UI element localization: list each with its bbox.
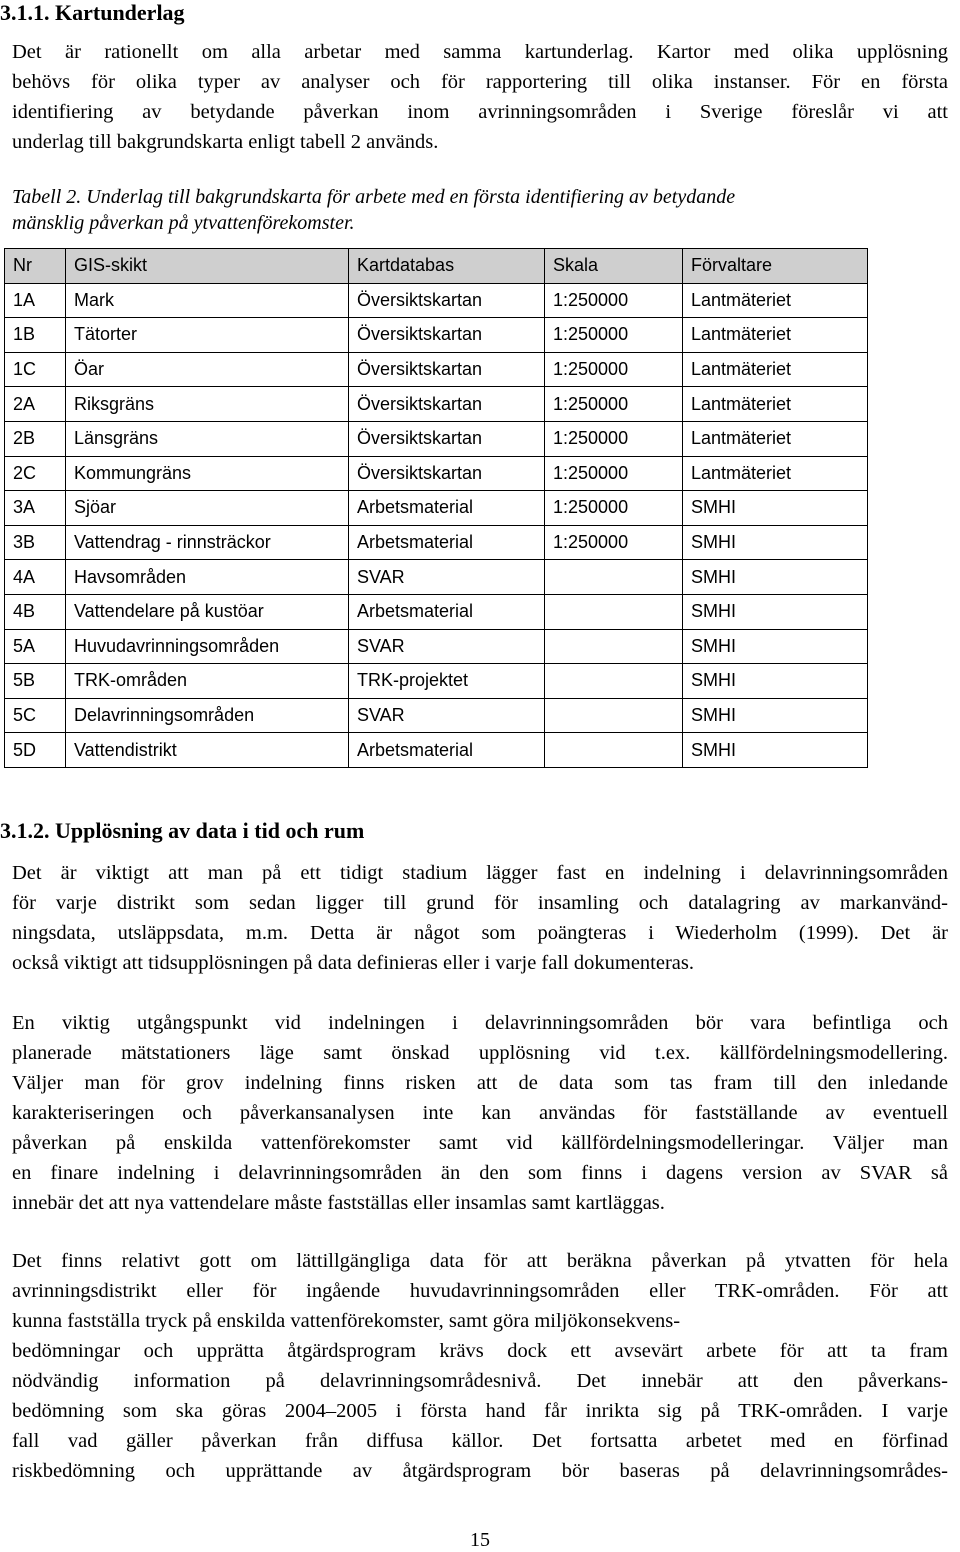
cell-gis-skikt: Kommungräns [66, 456, 349, 491]
text-line: ningsdata, utsläppsdata, m.m. Detta är något som poängteras i Wiederholm (1999). Det är [12, 922, 948, 944]
cell-forvaltare: Lantmäteriet [683, 283, 868, 318]
table-row [5, 525, 868, 560]
cell-skala: 1:250000 [545, 491, 683, 526]
cell-skala: 1:250000 [545, 421, 683, 456]
section-heading-upplosning: 3.1.2. Upplösning av data i tid och rum [0, 818, 365, 843]
table-row [5, 283, 868, 318]
text-line: planerade mätstationers läge samt önskad upplösning vid t.ex. källfördelningsmodellering. [12, 1042, 948, 1064]
text-line: Det finns relativt gott om lättillgängliga data för att beräkna påverkan på ytvatten för hela [12, 1250, 948, 1272]
text-line: Det är rationellt om alla arbetar med samma kartunderlag. Kartor med olika upplösning [12, 41, 948, 63]
text-line: karakteriseringen och påverkansanalysen inte kan användas för fastställande av eventuell [12, 1102, 948, 1124]
text-line: bedömning som ska göras 2004–2005 i första hand får inrikta sig på TRK-områden. I varje [12, 1400, 948, 1422]
text-line: behövs för olika typer av analyser och för rapportering till olika instanser. För en första [12, 71, 948, 93]
caption-line: Tabell 2. Underlag till bakgrundskarta för arbete med en första identifiering av betydande [12, 186, 736, 208]
caption-line: mänsklig påverkan på ytvattenförekomster. [12, 212, 355, 234]
column-header-forvaltare: Förvaltare [683, 249, 868, 284]
cell-skala: 1:250000 [545, 525, 683, 560]
data-table [4, 248, 868, 768]
cell-forvaltare: SMHI [683, 629, 868, 664]
cell-gis-skikt: Tätorter [66, 318, 349, 353]
column-header-kartdatabas: Kartdatabas [349, 249, 545, 284]
table-row [5, 733, 868, 768]
text-line: Väljer man för grov indelning finns risken att de data som tas fram till den inledande [12, 1072, 948, 1094]
cell-nr: 4A [5, 560, 66, 595]
cell-skala: 1:250000 [545, 283, 683, 318]
paragraph-upplosning-2 [12, 1008, 948, 1218]
cell-nr: 5D [5, 733, 66, 768]
cell-nr: 4B [5, 594, 66, 629]
column-header-gis-skikt: GIS-skikt [66, 249, 349, 284]
cell-gis-skikt: TRK-områden [66, 664, 349, 699]
cell-forvaltare: SMHI [683, 560, 868, 595]
table-row [5, 594, 868, 629]
paragraph-upplosning-3 [12, 1246, 948, 1486]
cell-skala [545, 664, 683, 699]
text-line: Det är viktigt att man på ett tidigt stadium lägger fast en indelning i delavrinningsområden [12, 862, 948, 884]
cell-skala: 1:250000 [545, 387, 683, 422]
cell-kartdatabas: Arbetsmaterial [349, 525, 545, 560]
text-line: avrinningsdistrikt eller för ingående huvudavrinningsområden eller TRK-områden. För att [12, 1280, 948, 1302]
cell-kartdatabas: Arbetsmaterial [349, 491, 545, 526]
cell-gis-skikt: Länsgräns [66, 421, 349, 456]
cell-kartdatabas: Översiktskartan [349, 387, 545, 422]
cell-forvaltare: Lantmäteriet [683, 352, 868, 387]
text-line: bedömningar och upprätta åtgärdsprogram krävs dock ett avsevärt arbete för att ta fram [12, 1340, 948, 1362]
table-row [5, 387, 868, 422]
cell-forvaltare: SMHI [683, 491, 868, 526]
cell-kartdatabas: Översiktskartan [349, 456, 545, 491]
column-header-skala: Skala [545, 249, 683, 284]
cell-nr: 2B [5, 421, 66, 456]
cell-forvaltare: SMHI [683, 525, 868, 560]
cell-nr: 2C [5, 456, 66, 491]
cell-kartdatabas: Arbetsmaterial [349, 594, 545, 629]
cell-skala: 1:250000 [545, 352, 683, 387]
cell-nr: 5A [5, 629, 66, 664]
table-row [5, 698, 868, 733]
table-row [5, 456, 868, 491]
cell-forvaltare: SMHI [683, 698, 868, 733]
table-row [5, 664, 868, 699]
cell-forvaltare: Lantmäteriet [683, 318, 868, 353]
cell-kartdatabas: TRK-projektet [349, 664, 545, 699]
cell-gis-skikt: Sjöar [66, 491, 349, 526]
table-row [5, 491, 868, 526]
text-line: nödvändig information på delavrinningsområdesnivå. Det innebär att den påverkans- [12, 1370, 948, 1392]
cell-gis-skikt: Vattendrag - rinnsträckor [66, 525, 349, 560]
cell-kartdatabas: SVAR [349, 698, 545, 733]
text-line: En viktig utgångspunkt vid indelningen i delavrinningsområden bör vara befintliga och [12, 1012, 948, 1034]
cell-kartdatabas: Arbetsmaterial [349, 733, 545, 768]
cell-skala: 1:250000 [545, 318, 683, 353]
cell-forvaltare: SMHI [683, 594, 868, 629]
text-line: för varje distrikt som sedan ligger till grund för insamling och datalagring av markanvänd- [12, 892, 948, 914]
cell-nr: 3B [5, 525, 66, 560]
cell-forvaltare: Lantmäteriet [683, 456, 868, 491]
page-number: 15 [470, 1529, 490, 1551]
table-row [5, 421, 868, 456]
text-line: identifiering av betydande påverkan inom avrinningsområden i Sverige föreslår vi att [12, 101, 948, 123]
cell-skala [545, 560, 683, 595]
cell-gis-skikt: Havsområden [66, 560, 349, 595]
text-line: kunna fastställa tryck på enskilda vattenförekomster, samt göra miljökonsekvens- [12, 1310, 681, 1332]
column-header-nr: Nr [5, 249, 66, 284]
table-header-row [5, 249, 868, 284]
text-line: också viktigt att tidsupplösningen på data definieras eller i varje fall dokumenteras. [12, 952, 694, 974]
cell-skala [545, 594, 683, 629]
cell-kartdatabas: Översiktskartan [349, 283, 545, 318]
cell-skala [545, 698, 683, 733]
table-caption [12, 184, 948, 236]
cell-forvaltare: Lantmäteriet [683, 421, 868, 456]
cell-nr: 2A [5, 387, 66, 422]
paragraph-kartunderlag [12, 37, 948, 157]
cell-kartdatabas: SVAR [349, 560, 545, 595]
text-line: fall vad gäller påverkan från diffusa källor. Det fortsatta arbetet med en förfinad [12, 1430, 948, 1452]
cell-gis-skikt: Vattendelare på kustöar [66, 594, 349, 629]
table-row [5, 352, 868, 387]
cell-skala: 1:250000 [545, 456, 683, 491]
table-row [5, 318, 868, 353]
cell-nr: 1A [5, 283, 66, 318]
cell-skala [545, 733, 683, 768]
cell-forvaltare: SMHI [683, 664, 868, 699]
text-line: riskbedömning och upprättande av åtgärdsprogram bör baseras på delavrinningsområdes- [12, 1460, 948, 1482]
cell-forvaltare: SMHI [683, 733, 868, 768]
text-line: underlag till bakgrundskarta enligt tabell 2 används. [12, 131, 439, 153]
cell-kartdatabas: Översiktskartan [349, 421, 545, 456]
cell-nr: 3A [5, 491, 66, 526]
text-line: påverkan på enskilda vattenförekomster samt vid källfördelningsmodelleringar. Väljer man [12, 1132, 948, 1154]
cell-kartdatabas: Översiktskartan [349, 318, 545, 353]
paragraph-upplosning-1 [12, 858, 948, 978]
table-row [5, 560, 868, 595]
cell-nr: 5B [5, 664, 66, 699]
cell-gis-skikt: Riksgräns [66, 387, 349, 422]
text-line: innebär det att nya vattendelare måste fastställas eller insamlas samt kartläggas. [12, 1192, 665, 1214]
section-heading-kartunderlag: 3.1.1. Kartunderlag [0, 0, 185, 25]
cell-nr: 1C [5, 352, 66, 387]
cell-skala [545, 629, 683, 664]
cell-gis-skikt: Mark [66, 283, 349, 318]
table-row [5, 629, 868, 664]
cell-kartdatabas: SVAR [349, 629, 545, 664]
cell-gis-skikt: Öar [66, 352, 349, 387]
cell-gis-skikt: Delavrinningsområden [66, 698, 349, 733]
cell-gis-skikt: Vattendistrikt [66, 733, 349, 768]
text-line: en finare indelning i delavrinningsområden än den som finns i dagens version av SVAR så [12, 1162, 948, 1184]
cell-gis-skikt: Huvudavrinningsområden [66, 629, 349, 664]
cell-nr: 1B [5, 318, 66, 353]
cell-forvaltare: Lantmäteriet [683, 387, 868, 422]
cell-kartdatabas: Översiktskartan [349, 352, 545, 387]
cell-nr: 5C [5, 698, 66, 733]
